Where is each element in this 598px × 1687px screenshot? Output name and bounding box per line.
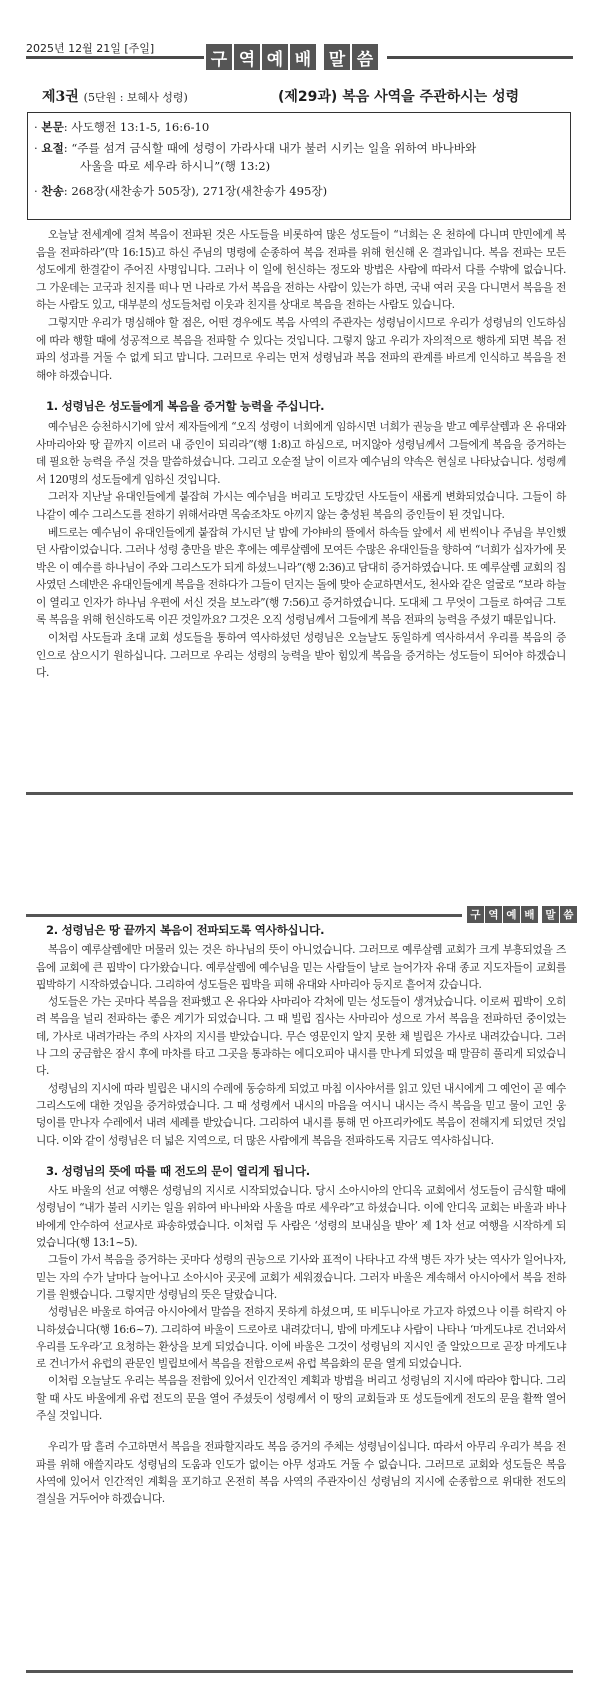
title-char: 씀 — [352, 44, 378, 70]
section-paragraph: 베드로는 예수님이 유대인들에게 붙잡혀 가시던 날 밤에 가야바의 뜰에서 하속들 앞에서 세 번씩이나 주님을 부인했던 사람이었습니다. 그러나 성령 충만을 받은 후에는 예루살렘에 모여든 수많은 유대인들을 향하여 “너희가 십자가에 못박은 이 예수를 하나님이 주와 그리스도가 되게 하셨느니라”(행 2:36)고 담대히 증거하였습니다. 또 예루살렘 교회의 집사였던 스데반은 유대인들에게 복음을 전하다가 그들이 던지는 돌에 맞아 순교하면서도, 천사와 같은 얼굴로 “보라 하늘이 열리고 인자가 하나님 우편에 서신 것을 보노라”(행 7:56)고 증거하였습니다. 도대체 그 무엇이 그들로 하여금 그토록 복음을 위해 헌신하도록 이끈 것일까요? 그것은 오직 성령님께서 그들에게 복음 전파의 능력을 주셨기 때문입니다. — [36, 525, 566, 627]
intro-paragraph: 오늘날 전세계에 걸쳐 복음이 전파된 것은 사도들을 비롯하여 많은 성도들이 “너희는 온 천하에 다니며 만민에게 복음을 전파하라”(막 16:15)고 하신 주님의 명령에 순종하여 복음 전파를 위해 헌신해 온 결과입니다. 복음 전파는 모든 성도에게 한결같이 주어진 사명입니다. 그러나 이 일에 헌신하는 정도와 방법은 사람에 따라서 다를 수밖에 없습니다. 그 가운데는 고국과 친지를 떠나 먼 나라로 가서 복음을 전하는 사람이 있는가 하면, 국내 여러 곳을 다니면서 복음을 전하는 사람도 있고, 대부분의 성도들처럼 이웃과 친지를 상대로 복음을 전하는 사람도 있습니다. — [36, 228, 566, 312]
sermon-part-2 — [36, 922, 566, 1508]
page-divider — [26, 792, 573, 795]
title-char: 구 — [467, 906, 484, 923]
unit-label: (5단원 : 보혜사 성령) — [83, 91, 188, 104]
lesson-row — [42, 86, 562, 106]
key-verse-value: : “주를 섬겨 금식할 때에 성령이 가라사대 내가 불러 시키는 일을 위하여 바나바와 — [63, 141, 477, 155]
conclusion-paragraph: 우리가 땀 흘려 수고하면서 복음을 전파할지라도 복음 증거의 주체는 성령님이십니다. 따라서 아무리 우리가 복음 전파를 위해 애쓸지라도 성령님의 도움과 인도가 없이는 아무 성과도 거둘 수 없습니다. 그러므로 교회와 성도들은 복음 사역에 있어서 인간적인 계획을 포기하고 온전히 복음 사역의 주관자이신 성령님의 지시에 순종함으로 위대한 전도의 결실을 거두어야 하겠습니다. — [36, 1440, 566, 1506]
title-char: 말 — [324, 44, 350, 70]
title-char: 배 — [290, 44, 316, 70]
header-rule-left — [26, 56, 204, 59]
scripture-label: 본문 — [41, 120, 64, 134]
section-heading: 2. 성령님은 땅 끝까지 복음이 전파되도록 역사하십니다. — [46, 923, 325, 937]
scripture-value: : 사도행전 13:1-5, 16:6-10 — [63, 120, 210, 134]
key-verse-label: 요절 — [41, 141, 64, 155]
section-paragraph: 사도 바울의 선교 여행은 성령님의 지시로 시작되었습니다. 당시 소아시아의 안디옥 교회에서 성도들이 금식할 때에 성령님이 “내가 불러 시키는 일을 위하여 바나바와 사울을 따로 세우라”고 하셨습니다. 이에 안디옥 교회는 바울과 바나바에게 안수하여 선교사로 파송하였습니다. 이처럼 두 사람은 ‘성령의 보내심을 받아’ 제 1차 선교 여행을 시작하게 되었습니다(행 13:1~5). — [36, 1184, 566, 1250]
hymn-label: 찬송 — [41, 184, 64, 198]
title-char: 배 — [521, 906, 538, 923]
title-char: 구 — [206, 44, 232, 70]
scripture-line: · 본문: 사도행전 13:1-5, 16:6-10 — [34, 120, 210, 134]
intro-paragraph: 그렇지만 우리가 명심해야 할 점은, 어떤 경우에도 복음 사역의 주관자는 성령님이시므로 우리가 성령님의 인도하심에 따라 행할 때에 성공적으로 복음을 전파할 수 있다는 것입니다. 그렇지 않고 우리가 자의적으로 행하게 되면 복음 전파의 성과를 거둘 수 없게 되고 맙니다. 그러므로 우리는 먼저 성령님과 복음 전파의 관계를 바르게 인식하고 복음을 전해야 하겠습니다. — [36, 315, 566, 382]
volume-label — [42, 86, 188, 106]
title-char: 예 — [262, 44, 288, 70]
scripture-info-box — [27, 112, 571, 220]
hymn-line: · 찬송: 268장(새찬송가 505장), 271장(새찬송가 495장) — [34, 184, 328, 198]
section-paragraph: 복음이 예루살렘에만 머물러 있는 것은 하나님의 뜻이 아니었습니다. 그러므로 예루살렘 교회가 크게 부흥되었을 즈음에 교회에 큰 핍박이 다가왔습니다. 예루살렘에 예수님을 믿는 사람들이 날로 늘어가자 유대 종교 지도자들이 교회를 핍박하기 시작하였습니다. 그리하여 성도들은 핍박을 피해 유대와 사마리아 등지로 흩어져 갔습니다. — [36, 943, 566, 991]
key-verse-line: · 요절: “주를 섬겨 금식할 때에 성령이 가라사대 내가 불러 시키는 일을 위하여 바나바와 — [34, 141, 477, 155]
lesson-title: (제29과) 복음 사역을 주관하시는 성령 — [278, 89, 520, 105]
section-heading: 3. 성령님의 뜻에 따를 때 전도의 문이 열리게 됩니다. — [46, 1163, 310, 1178]
continuation-title — [467, 906, 577, 923]
volume-number: 제3권 — [42, 89, 79, 105]
section-paragraph: 이처럼 사도들과 초대 교회 성도들을 통하여 역사하셨던 성령님은 오늘날도 동일하게 역사하셔서 우리를 복음의 증인으로 삼으시기 원하십니다. 그러므로 우리는 성령의 능력을 받아 힘있게 복음을 증거하는 성도들이 되어야 하겠습니다. — [36, 631, 566, 680]
section-paragraph: 그들이 가서 복음을 증거하는 곳마다 성령의 권능으로 기사와 표적이 나타나고 각색 병든 자가 낫는 역사가 일어나자, 믿는 자의 수가 날마다 늘어나고 소아시아 곳곳에 교회가 세워졌습니다. 그러자 바울은 계속해서 아시아에서 복음 전하기를 원했습니다. 그렇지만 성령님의 뜻은 달랐습니다. — [36, 1253, 566, 1301]
section-paragraph: 성령님은 바울로 하여금 아시아에서 말씀을 전하지 못하게 하셨으며, 또 비두니아로 가고자 하였으나 이를 허락지 아니하셨습니다(행 16:6~7). 그리하여 바울이 드로아로 내려갔더니, 밤에 마게도냐 사람이 나타나 ‘마게도냐로 건너와서 우리를 도우라’고 요청하는 환상을 보게 되었습니다. 이에 바울은 그것이 성령님의 지시인 줄 알았으므로 곧장 마게도냐로 건너가서 유럽의 관문인 빌립보에서 복음을 전함으로써 유럽 복음화의 문을 열게 되었습니다. — [36, 1305, 566, 1371]
section-paragraph: 예수님은 승천하시기에 앞서 제자들에게 “오직 성령이 너희에게 임하시면 너희가 권능을 받고 예루살렘과 온 유대와 사마리아와 땅 끝까지 이르러 내 증인이 되리라”(행 1:8)고 하심으로, 머지않아 성령님께서 그들에게 복음을 증거하는 데 필요한 능력을 주실 것을 말씀하셨습니다. 그리고 오순절 날이 이르자 예수님의 약속은 현실로 나타났습니다. 성령께서 120명의 성도들에게 임하신 것입니다. — [36, 419, 566, 486]
key-verse-continuation: 사울을 따로 세우라 하시니”(행 13:2) — [80, 159, 271, 173]
title-char: 말 — [542, 906, 559, 923]
section-paragraph: 성도들은 가는 곳마다 복음을 전파했고 온 유다와 사마리아 각처에 믿는 성도들이 생겨났습니다. 이로써 핍박이 오히려 복음을 널리 전파하는 좋은 계기가 되었습니다. 그 때 빌립 집사는 사마리아 성으로 가서 복음을 전파하던 중이었는데, 가사로 내려가라는 주의 사자의 지시를 받았습니다. 무슨 영문인지 알지 못한 채 빌립은 가사로 내려갔습니다. 그러나 그의 궁금함은 잠시 후에 마차를 타고 그곳을 통과하는 에디오피아 내시를 만나게 되었을 때 말끔히 풀리게 되었습니다. — [36, 995, 566, 1078]
title-char: 역 — [234, 44, 260, 70]
section-heading: 1. 성령님은 성도들에게 복음을 증거할 능력을 주십니다. — [46, 399, 325, 414]
title-char: 예 — [503, 906, 520, 923]
hymn-value: : 268장(새찬송가 505장), 271장(새찬송가 495장) — [63, 184, 328, 198]
footer-rule — [26, 1670, 573, 1673]
page-title — [206, 44, 378, 70]
title-char: 역 — [485, 906, 502, 923]
service-date: 2025년 12월 21일 [주일] — [26, 42, 155, 55]
title-char: 씀 — [560, 906, 577, 923]
continuation-rule — [26, 914, 462, 917]
section-paragraph: 성령님의 지시에 따라 빌립은 내시의 수레에 동승하게 되었고 마침 이사야서를 읽고 있던 내시에게 그 예언이 곧 예수 그리스도에 대한 것임을 증거하였습니다. 그 때 성령께서 내시의 마음을 여시니 내시는 즉시 복음을 믿고 물이 고인 웅덩이를 만나자 수레에서 내려 세례를 받았습니다. 그리하여 내시를 통해 먼 아프리카에도 복음이 전해지게 되었던 것입니다. 이와 같이 성령님은 더 넓은 지역으로, 더 많은 사람에게 복음을 전파하도록 지금도 역사하십니다. — [36, 1081, 566, 1147]
header-rule-right — [387, 56, 573, 59]
section-paragraph: 그러자 지난날 유대인들에게 붙잡혀 가시는 예수님을 버리고 도망갔던 사도들이 새롭게 변화되었습니다. 그들이 하나같이 예수 그리스도를 전하기 위해서라면 목숨조차도 아끼지 않는 충성된 복음의 증인들이 된 것입니다. — [36, 490, 566, 521]
section-paragraph: 이처럼 오늘날도 우리는 복음을 전함에 있어서 인간적인 계획과 방법을 버리고 성령님의 지시에 따라야 합니다. 그리할 때 사도 바울에게 유럽 전도의 문을 열어 주셨듯이 성령께서 이 땅의 교회들과 또 성도들에게 전도의 문을 활짝 열어 주실 것입니다. — [36, 1374, 566, 1423]
sermon-part-1 — [36, 226, 566, 682]
